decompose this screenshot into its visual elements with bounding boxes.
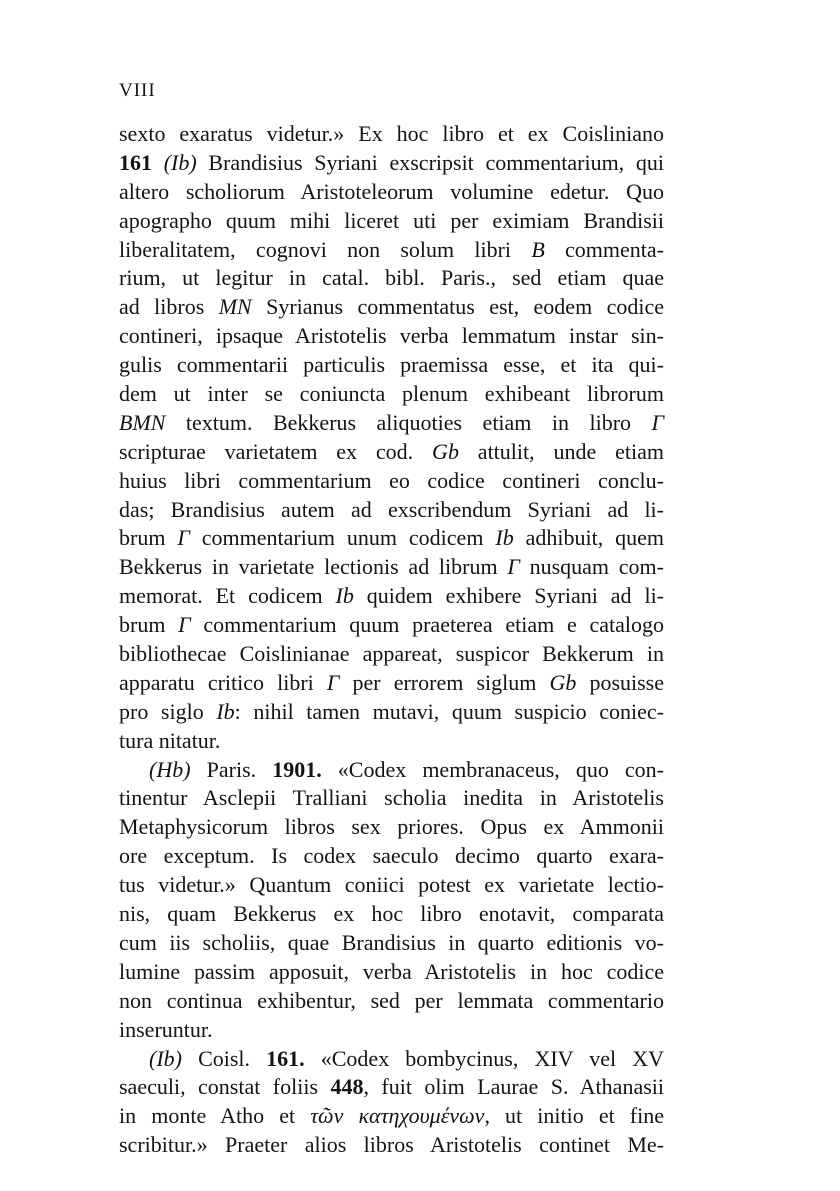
text-segment: ad libros xyxy=(119,294,219,320)
text-segment: tus videtur.» Quantum coniici potest ex varietate lectio- xyxy=(119,872,664,898)
text-line xyxy=(119,467,664,496)
text-line xyxy=(119,380,664,409)
text-line xyxy=(119,756,664,785)
text-segment: scribitur.» Praeter alios libros Aristotelis continet Me- xyxy=(119,1132,664,1158)
text-segment: gulis commentarii particulis praemissa esse, et ita qui- xyxy=(119,352,664,378)
text-line xyxy=(119,351,664,380)
text-line xyxy=(119,1073,664,1102)
text-line xyxy=(119,293,664,322)
text-segment: nusquam com- xyxy=(519,554,664,580)
text-segment: sexto exaratus videtur.» xyxy=(119,121,359,146)
text-segment: dem ut inter se coniuncta plenum exhibeant librorum xyxy=(119,381,664,407)
text-segment: b xyxy=(565,669,577,695)
text-segment: b xyxy=(172,756,184,782)
text-line xyxy=(119,1131,664,1160)
text-line xyxy=(119,842,664,871)
text-segment: scripturae varietatem ex cod. xyxy=(119,438,433,464)
text-line xyxy=(119,698,664,727)
text-line xyxy=(119,409,664,438)
text-segment: memorat. Et codicem xyxy=(119,583,336,609)
text-segment: Ex hoc libro et ex Coisliniano xyxy=(358,121,664,146)
text-segment: inseruntur. xyxy=(119,1016,213,1042)
text-line xyxy=(119,900,664,929)
text-segment: textum. Bekkerus aliquoties etiam in libro xyxy=(165,409,652,435)
text-segment: 161 xyxy=(119,149,152,175)
text-segment: contineri, ipsaque Aristotelis verba lemmatum instar sin- xyxy=(119,323,664,349)
body-text xyxy=(119,120,664,1160)
page-number: VIII xyxy=(119,80,156,101)
text-segment: apographo quum mihi liceret uti per eximiam Brandisii xyxy=(119,207,664,233)
text-segment: Γ xyxy=(178,612,191,638)
text-segment: altero scholiorum Aristoteleorum volumine edetur. Quo xyxy=(119,178,664,204)
text-line xyxy=(119,871,664,900)
text-segment: b xyxy=(163,1045,175,1071)
text-line xyxy=(119,264,664,293)
text-line xyxy=(119,929,664,958)
text-line xyxy=(119,207,664,236)
text-line xyxy=(119,958,664,987)
text-line xyxy=(119,149,664,178)
text-line xyxy=(119,322,664,351)
text-segment: (I xyxy=(163,149,179,175)
text-segment: pro siglo xyxy=(119,698,217,724)
text-segment: 1901. xyxy=(272,756,322,782)
text-segment: B xyxy=(531,236,545,262)
text-segment: Γ xyxy=(326,669,340,695)
text-segment: ) xyxy=(189,149,197,175)
text-segment: rium, ut legitur in catal. bibl. Paris., sed etiam quae xyxy=(119,265,664,291)
text-segment: (H xyxy=(149,756,173,782)
text-segment: Γ xyxy=(507,554,520,580)
text-line xyxy=(119,784,664,813)
text-segment: non continua exhibentur, sed per lemmata commentario xyxy=(119,987,664,1013)
text-segment: I xyxy=(495,525,503,551)
text-segment: Metaphysicorum libros sex priores. Opus ex Ammonii xyxy=(119,814,664,840)
text-segment: Syrianus commentatus est, eodem codice xyxy=(251,294,664,320)
text-segment: G xyxy=(432,438,448,464)
text-segment: lumine passim apposuit, verba Aristotelis in hoc codice xyxy=(119,958,664,984)
text-segment: «Codex bombycinus, XIV vel XV xyxy=(304,1045,664,1071)
text-segment: : nihil tamen mutavi, quum suspicio coniec- xyxy=(234,698,664,724)
text-segment: b xyxy=(447,438,459,464)
text-segment: G xyxy=(549,669,566,695)
text-line xyxy=(119,669,664,698)
text-segment: per errorem siglum xyxy=(339,669,550,695)
text-segment: Brandisius Syriani exscripsit commentarium, qui xyxy=(196,149,665,175)
text-segment: huius libri commentarium eo codice contineri conclu- xyxy=(119,467,664,493)
text-segment: b xyxy=(223,698,235,724)
text-segment: «Codex membranaceus, quo con- xyxy=(321,756,665,782)
text-line xyxy=(119,1016,664,1045)
text-segment: brum xyxy=(119,612,179,638)
text-segment: ) xyxy=(183,756,191,782)
text-line xyxy=(119,813,664,842)
text-segment: , ut initio et fine xyxy=(484,1103,665,1129)
text-segment: adhibuit, quem xyxy=(513,525,664,551)
text-line xyxy=(119,727,664,756)
text-line xyxy=(119,987,664,1016)
text-line xyxy=(119,582,664,611)
text-segment: Paris. xyxy=(190,756,273,782)
text-segment: commentarium quum praeterea etiam e catalogo xyxy=(190,612,664,638)
text-segment: commenta- xyxy=(544,236,664,262)
text-segment: in monte Atho et xyxy=(119,1103,311,1129)
text-segment: BMN xyxy=(119,409,166,435)
text-segment: bibliothecae Coislinianae appareat, suspicor Bekkerum in xyxy=(119,641,664,667)
text-segment: b xyxy=(178,149,190,175)
text-segment: I xyxy=(216,698,224,724)
text-segment: liberalitatem, cognovi non solum libri xyxy=(119,236,532,262)
text-segment: b xyxy=(342,583,354,609)
text-segment: quidem exhibere Syriani ad li- xyxy=(353,583,665,609)
text-segment: Γ xyxy=(177,525,190,551)
text-line xyxy=(119,1045,664,1074)
text-line xyxy=(119,611,664,640)
text-segment: ) xyxy=(174,1045,182,1071)
text-segment: posuisse xyxy=(576,669,665,695)
text-segment: tura nitatur. xyxy=(119,727,221,753)
text-segment: tinentur Asclepii Tralliani scholia inedita in Aristotelis xyxy=(119,785,664,811)
text-line xyxy=(119,524,664,553)
text-segment: apparatu critico libri xyxy=(119,669,327,695)
text-line xyxy=(119,438,664,467)
text-segment: das; Brandisius autem ad exscribendum Syriani ad li- xyxy=(119,496,664,522)
text-line xyxy=(119,553,664,582)
text-line xyxy=(119,1102,664,1131)
text-segment: I xyxy=(335,583,343,609)
text-segment: MN xyxy=(218,294,252,320)
text-segment: b xyxy=(502,525,514,551)
text-segment: Bekkerus in varietate lectionis ad librum xyxy=(119,554,508,580)
text-line xyxy=(119,496,664,525)
text-segment: brum xyxy=(119,525,178,551)
text-segment: nis, quam Bekkerus ex hoc libro enotavit, comparata xyxy=(119,901,664,927)
text-segment: , fuit olim Laurae S. Athanasii xyxy=(363,1074,664,1100)
text-segment: saeculi, constat foliis xyxy=(119,1074,331,1100)
text-segment: cum iis scholiis, quae Brandisius in quarto editionis vo- xyxy=(119,929,664,955)
text-line xyxy=(119,236,664,265)
text-segment: Γ xyxy=(651,409,664,435)
text-segment: attulit, unde etiam xyxy=(458,438,664,464)
text-segment: τῶν κατηχουμένων xyxy=(310,1103,485,1129)
text-segment: (I xyxy=(149,1045,164,1071)
text-segment: commentarium unum codicem xyxy=(189,525,496,551)
text-segment: 448 xyxy=(330,1074,364,1100)
text-segment: ore exceptum. Is codex saeculo decimo quarto exara- xyxy=(119,843,664,869)
text-line xyxy=(119,640,664,669)
text-segment: Coisl. xyxy=(181,1045,267,1071)
text-line xyxy=(119,120,664,149)
text-line xyxy=(119,178,664,207)
text-segment: 161. xyxy=(266,1045,305,1071)
text-segment xyxy=(152,150,164,175)
